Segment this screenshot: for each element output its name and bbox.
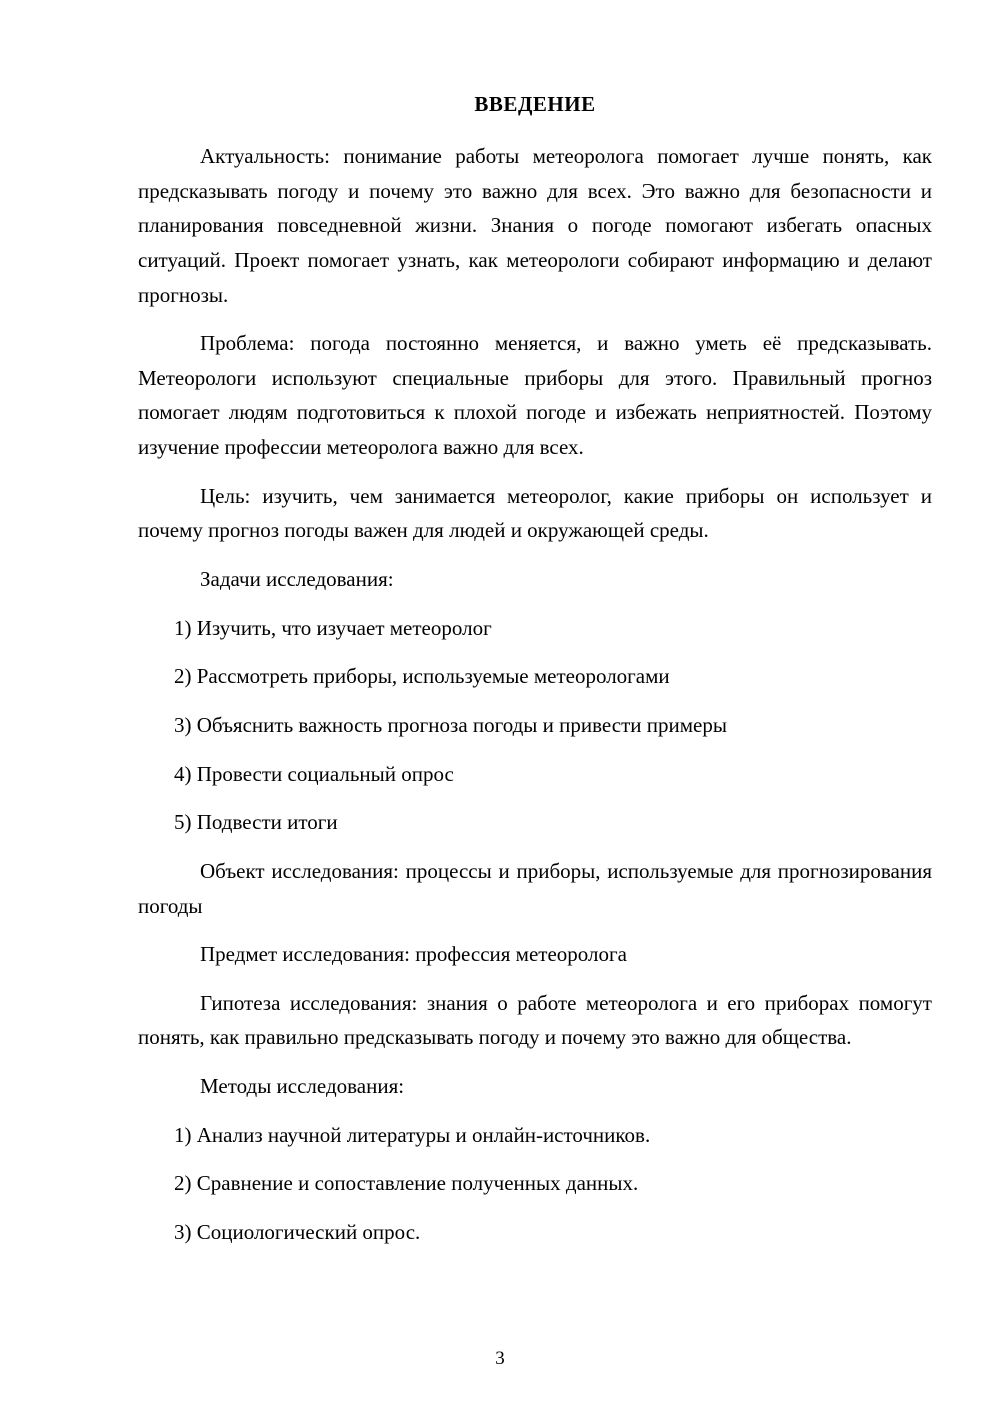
methods-heading: Методы исследования: — [200, 1074, 405, 1099]
paragraph-problem: Проблема: погода постоянно меняется, и важно уметь её предсказывать. Метеорологи используют специальные приборы для этого. Правильный прогноз помогает людям подготовиться к плохой погоде и избежать неприятностей. Поэтому изучение профессии метеоролога важно для всех. — [138, 331, 932, 460]
paragraph-hypothesis: Гипотеза исследования: знания о работе метеоролога и его приборах помогут понять, как правильно предсказывать погоду и почему это важно для общества. — [138, 990, 932, 1050]
list-item: 4) Провести социальный опрос — [174, 761, 454, 786]
paragraph-subject: Предмет исследования: профессия метеоролога — [200, 942, 627, 967]
page-number: 3 — [495, 1348, 505, 1369]
list-item: 2) Сравнение и сопоставление полученных данных. — [174, 1171, 639, 1196]
paragraph-goal: Цель: изучить, чем занимается метеоролог, какие приборы он использует и почему прогноз погоды важен для людей и окружающей среды. — [138, 483, 932, 543]
tasks-heading: Задачи исследования: — [200, 567, 394, 592]
paragraph-object: Объект исследования: процессы и приборы, используемые для прогнозирования погоды — [138, 858, 932, 918]
list-item: 1) Изучить, что изучает метеоролог — [174, 615, 492, 640]
page-title: ВВЕДЕНИЕ — [474, 92, 596, 116]
paragraph-relevance: Актуальность: понимание работы метеоролога помогает лучше понять, как предсказывать погоду и почему это важно для всех. Это важно для безопасности и планирования повседневной жизни. Знания о погоде помогают избегать опасных ситуаций. Проект помогает узнать, как метеорологи собирают информацию и делают прогнозы. — [138, 144, 932, 307]
list-item: 2) Рассмотреть приборы, используемые метеорологами — [174, 664, 670, 689]
list-item: 3) Объяснить важность прогноза погоды и привести примеры — [174, 712, 727, 737]
list-item: 5) Подвести итоги — [174, 810, 338, 835]
list-item: 1) Анализ научной литературы и онлайн-источников. — [174, 1122, 651, 1147]
list-item: 3) Социологический опрос. — [174, 1220, 421, 1245]
